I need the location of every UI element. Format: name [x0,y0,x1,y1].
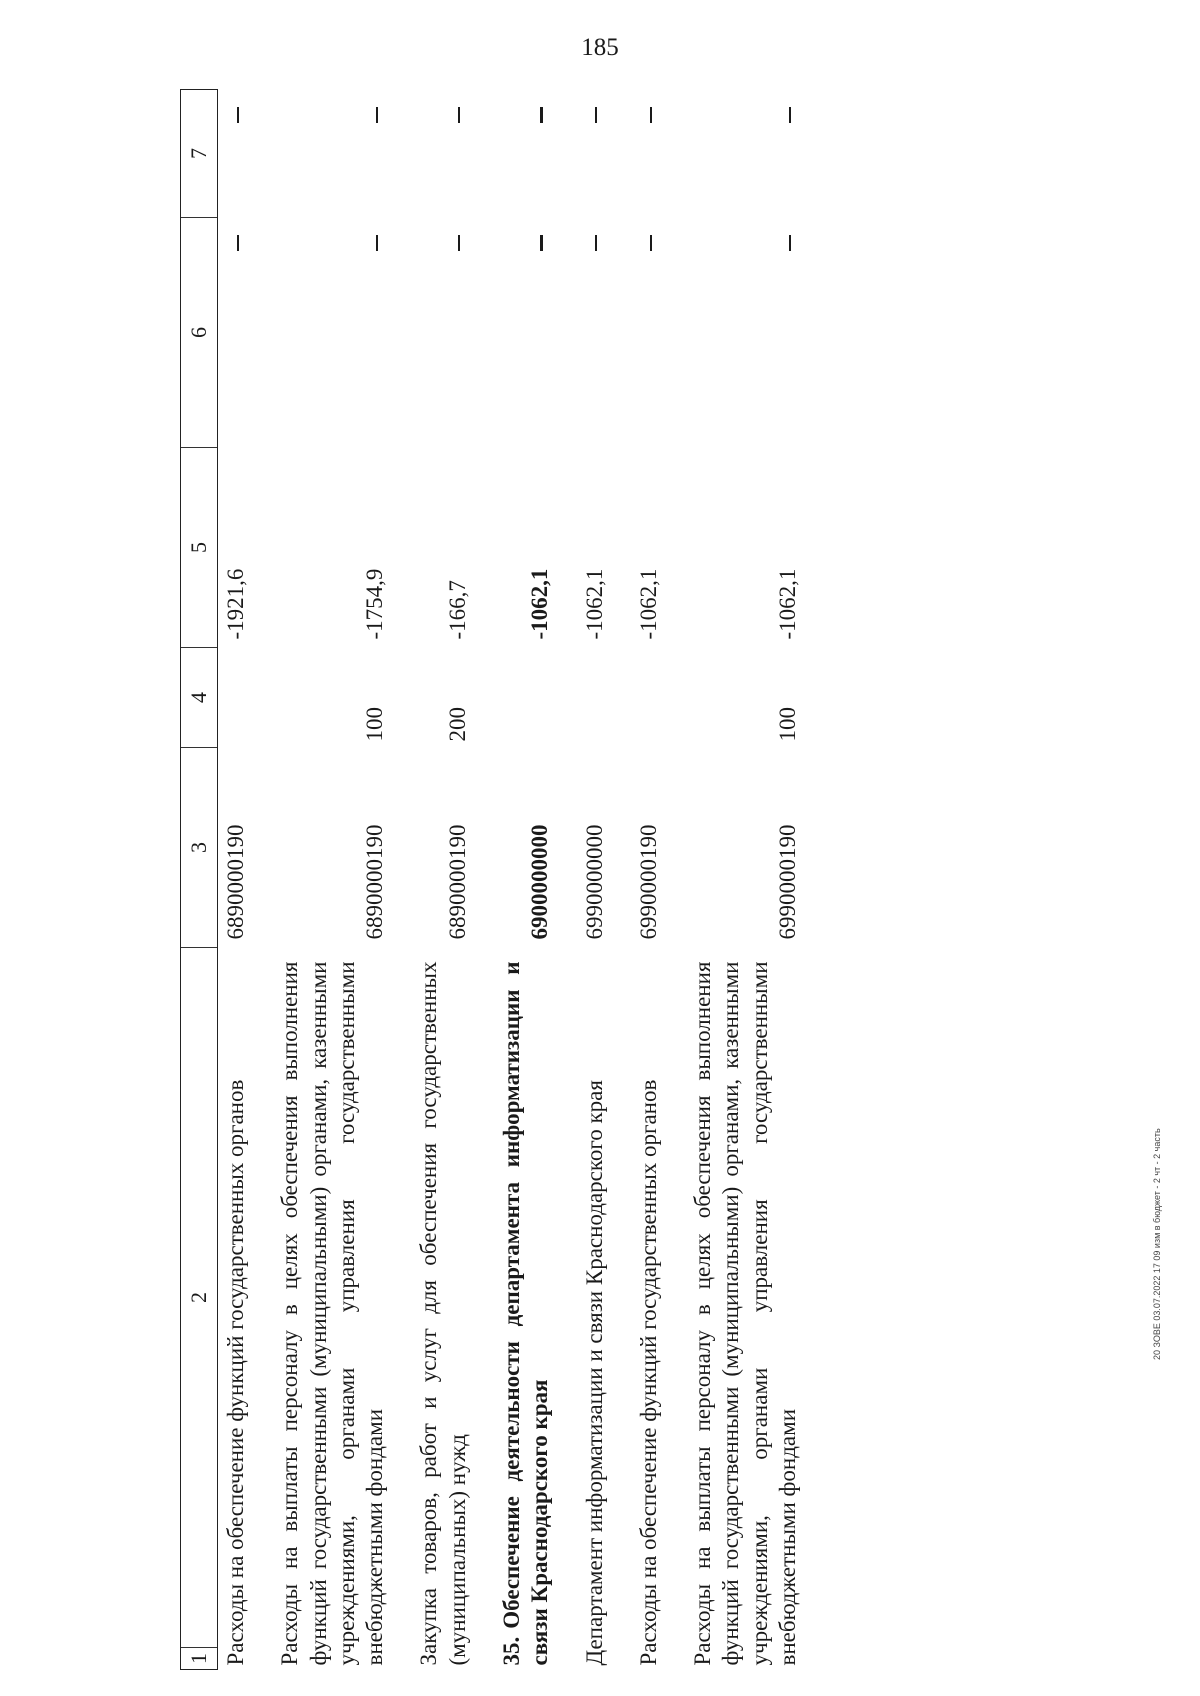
row-col6 [415,218,498,448]
row-col6 [635,218,689,448]
table-row [635,90,689,1670]
row-col6 [581,218,635,448]
row-name: Расходы на выплаты персоналу в целях обеспечения выполнения функций государственными (муниципальными) органами, казенными учреждениями, органами управления государственными внебюджетными фондами [277,961,388,1666]
table-row-section [498,90,581,1670]
header-col-5: 5 [181,448,218,648]
table-header [181,90,218,1670]
row-expense-type: 100 [774,707,800,742]
row-expense-type [218,648,277,748]
row-col7 [218,90,277,218]
row-target-code: 6990000190 [635,824,661,940]
header-col-4: 4 [181,648,218,748]
table-row [415,90,498,1670]
row-amount: -1062,1 [527,568,553,640]
row-amount: -1921,6 [223,568,248,640]
dash-mark [789,108,791,124]
header-col-3: 3 [181,748,218,948]
dash-mark [650,108,652,124]
header-col-1: 1 [181,1648,218,1670]
dash-mark [237,108,239,124]
dash-mark [595,236,597,252]
row-col7 [498,90,581,218]
row-expense-type: 100 [362,707,388,742]
row-name [498,948,581,1670]
row-target-code: 6890000190 [444,824,470,940]
row-target-code: 6990000190 [774,824,800,940]
row-name: Расходы на обеспечение функций государственных органов [223,1079,248,1666]
row-col6 [498,218,581,448]
section-title: Обеспечение деятельности департамента информатизации и связи Краснодарского края [498,961,553,1666]
row-amount: -1062,1 [774,568,800,640]
row-expense-type [635,648,689,748]
section-number: 35. [498,1636,524,1666]
row-target-code: 6890000190 [223,824,248,940]
budget-table [180,89,828,1670]
row-expense-type [498,648,581,748]
row-amount: -166,7 [444,580,470,640]
row-name: Расходы на обеспечение функций государственных органов [635,1079,661,1666]
row-name: Закупка товаров, работ и услуг для обеспечения государственных (муниципальных) нужд [416,961,470,1666]
row-name: Расходы на выплаты персоналу в целях обеспечения выполнения функций государственными (муниципальными) органами, казенными учреждениями, органами управления государственными внебюджетными фондами [690,961,800,1666]
row-col7 [581,90,635,218]
row-col7 [635,90,689,218]
dash-mark [376,108,378,124]
dash-mark [650,236,652,252]
row-amount: -1062,1 [581,568,607,640]
page-number: 185 [581,34,619,61]
row-target-code: 6900000000 [527,824,553,940]
footer-note: 20 ЗОВЕ 03.07.2022 17 09 изм в бюджет - 2 чт - 2 часть [1152,1128,1162,1360]
dash-mark [458,108,460,124]
row-col6 [689,218,828,448]
dash-mark [458,236,460,252]
rotated-table-container [180,90,1050,1670]
dash-mark [595,108,597,124]
header-col-7: 7 [181,90,218,218]
dash-mark [540,108,543,124]
row-target-code: 6890000190 [362,824,388,940]
table-row [276,90,415,1670]
table-row [689,90,828,1670]
row-col7 [276,90,415,218]
row-target-code: 6990000000 [581,824,607,940]
table-row [581,90,635,1670]
row-col7 [689,90,828,218]
row-expense-type: 200 [444,707,470,742]
table-row [218,90,277,1670]
header-col-2: 2 [181,948,218,1648]
row-expense-type [581,648,635,748]
header-col-6: 6 [181,218,218,448]
row-col7 [415,90,498,218]
dash-mark [237,236,239,252]
row-amount: -1754,9 [362,568,388,640]
row-amount: -1062,1 [635,568,661,640]
header-row [181,90,218,1670]
row-col6 [218,218,277,448]
table-body [218,90,829,1670]
dash-mark [376,236,378,252]
dash-mark [789,236,791,252]
dash-mark [540,236,543,252]
row-col6 [276,218,415,448]
row-name: Департамент информатизации и связи Краснодарского края [581,1080,607,1666]
